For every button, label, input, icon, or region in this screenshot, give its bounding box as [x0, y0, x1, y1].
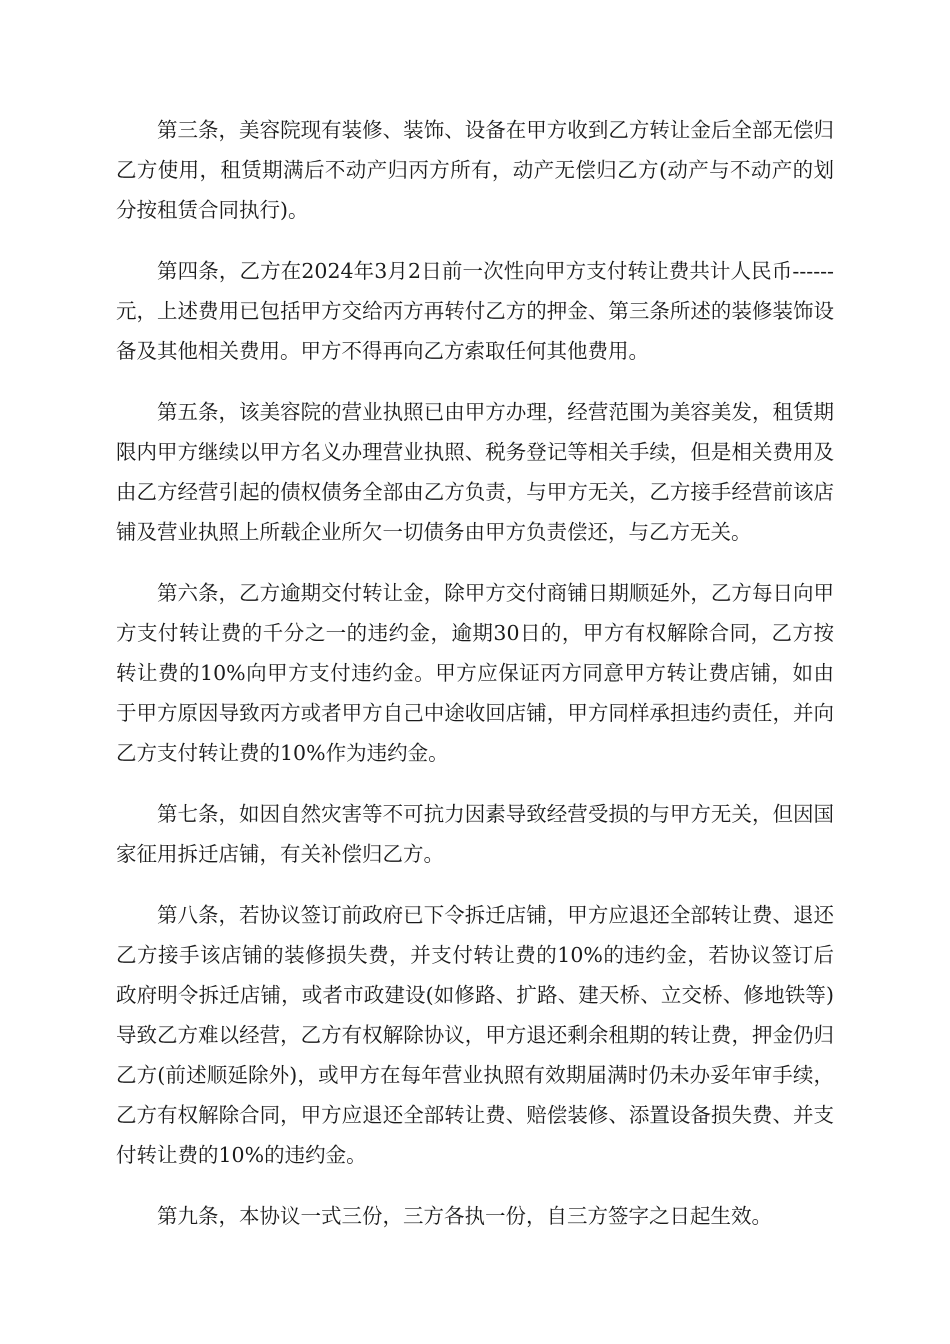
document-page [116, 110, 834, 1257]
article-5: 第五条，该美容院的营业执照已由甲方办理，经营范围为美容美发，租赁期限内甲方继续以甲方名义办理营业执照、税务登记等相关手续，但是相关费用及由乙方经营引起的债权债务全部由乙方负责，与甲方无关，乙方接手经营前该店铺及营业执照上所载企业所欠一切债务由甲方负责偿还，与乙方无关。 [116, 400, 834, 544]
article-3: 第三条，美容院现有装修、装饰、设备在甲方收到乙方转让金后全部无偿归乙方使用，租赁期满后不动产归丙方所有，动产无偿归乙方(动产与不动产的划分按租赁合同执行)。 [116, 118, 834, 222]
article-9: 第九条，本协议一式三份，三方各执一份，自三方签字之日起生效。 [157, 1204, 772, 1228]
article-6: 第六条，乙方逾期交付转让金，除甲方交付商铺日期顺延外，乙方每日向甲方支付转让费的千分之一的违约金，逾期30日的，甲方有权解除合同，乙方按转让费的10%向甲方支付违约金。甲方应保证丙方同意甲方转让费店铺，如由于甲方原因导致丙方或者甲方自己中途收回店铺，甲方同样承担违约责任，并向乙方支付转让费的10%作为违约金。 [116, 581, 834, 765]
article-8: 第八条，若协议签订前政府已下令拆迁店铺，甲方应退还全部转让费、退还乙方接手该店铺的装修损失费，并支付转让费的10%的违约金，若协议签订后政府明令拆迁店铺，或者市政建设(如修路、扩路、建天桥、立交桥、修地铁等)导致乙方难以经营，乙方有权解除协议，甲方退还剩余租期的转让费，押金仍归乙方(前述顺延除外)，或甲方在每年营业执照有效期届满时仍未办妥年审手续，乙方有权解除合同，甲方应退还全部转让费、赔偿装修、添置设备损失费、并支付转让费的10%的违约金。 [116, 903, 834, 1167]
article-7: 第七条，如因自然灾害等不可抗力因素导致经营受损的与甲方无关，但因国家征用拆迁店铺，有关补偿归乙方。 [116, 802, 834, 866]
article-4: 第四条，乙方在2024年3月2日前一次性向甲方支付转让费共计人民币------元，上述费用已包括甲方交给丙方再转付乙方的押金、第三条所述的装修装饰设备及其他相关费用。甲方不得再向乙方索取任何其他费用。 [116, 259, 834, 363]
